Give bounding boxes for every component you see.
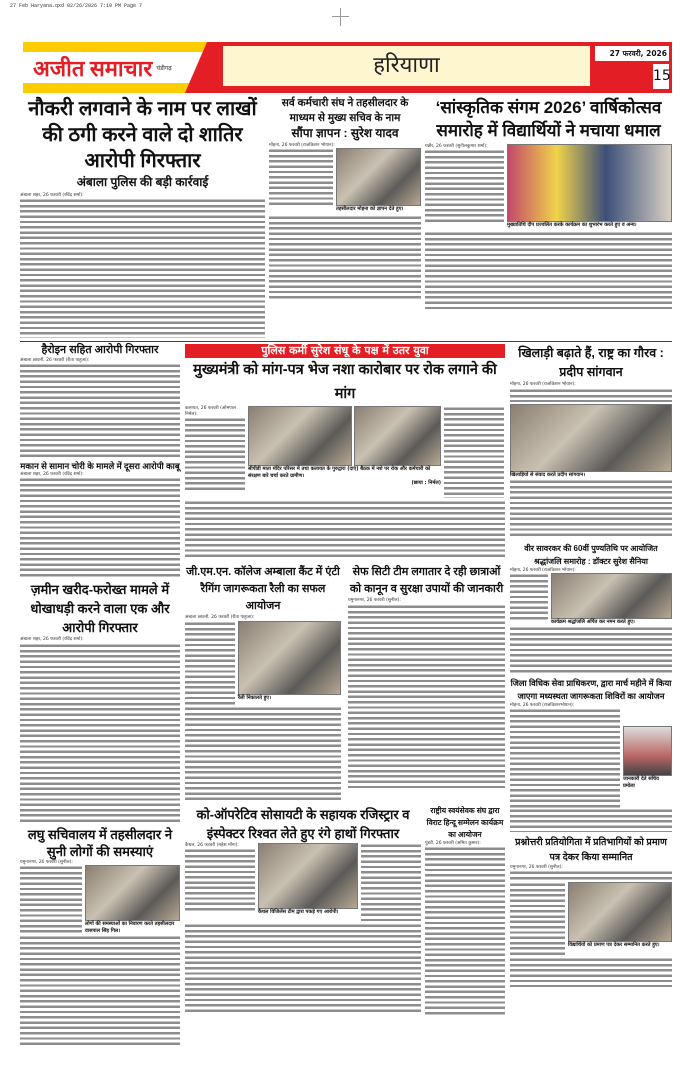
subhead: सौंपा ज्ञापन : सुरेश यादव — [291, 126, 399, 140]
headline: जिला विधिक सेवा प्राधिकरण, द्वारा मार्च महीने में किया जाएगा मध्यस्थता जागरूकता शिविरों का आयोजन — [510, 677, 672, 701]
body-text — [185, 706, 341, 801]
photo-caption: सीपीडी माता मंदिर परिसर में तथा कलायत के गुरुद्वारा (दाएं) बैठक में नशे पर रोक और कर्मचारी को संरक्षण बारे चर्चा करते ग्रामीण। — [248, 466, 431, 480]
news-photo — [623, 726, 672, 776]
body-text — [510, 708, 620, 808]
dateline: मोहना, 26 फरवरी (राजकिशनभोयान): — [510, 702, 575, 708]
article-anti-ragging — [185, 564, 341, 800]
article-players-pride — [510, 344, 672, 538]
page-body — [20, 96, 672, 1045]
photo-caption: खिलाड़ियों से संवाद करते प्रदीप सांगवान। — [510, 471, 586, 478]
article-employee-union — [269, 96, 421, 300]
body-text — [444, 406, 504, 498]
page-number: 15 — [653, 64, 669, 89]
article-annual-function — [425, 96, 672, 311]
headline: ‘सांस्कृतिक संगम 2026’ वार्षिकोत्सव समारोह में विद्यार्थियों ने मचाया धमाल — [435, 98, 662, 140]
body-text — [510, 882, 565, 957]
article-heroin-arrest — [20, 344, 180, 458]
body-text — [348, 604, 505, 789]
section-title: हरियाणा — [223, 46, 590, 86]
dateline: अंबाला छावनी, 26 फरवरी (रीता पाहुजा): — [20, 358, 90, 364]
center-bottom-row — [185, 805, 505, 1016]
headline: खिलाड़ी बढ़ाते हैं, राष्ट्र का गौरव : प्रदीप सांगवान — [518, 346, 664, 380]
body-text — [510, 626, 672, 674]
logo: अजीत समाचार — [33, 55, 153, 81]
headline: वीर सावरकर की 60वीं पुण्यतिथि पर आयोजित श्रद्धांजलि समारोह : डॉक्टर सुरेश सैनिया — [524, 543, 658, 566]
body-text — [185, 923, 421, 1013]
news-photo — [85, 865, 180, 921]
article-quiz-certificates — [510, 835, 672, 987]
headline: मकान से सामान चोरी के मामले में दूसरा आरोपी काबू — [20, 461, 180, 472]
body-text — [361, 843, 421, 923]
dateline: कलायत, 26 फरवरी (ओमपाल निर्मल): — [185, 406, 236, 417]
headline: राष्ट्रीय स्वयंसेवक संघ द्वारा विराट हिन्दू सम्मेलन कार्यक्रम का आयोजन — [426, 805, 504, 839]
body-text — [20, 477, 180, 577]
dateline: कैथल, 26 फरवरी (महेश मोंगा): — [185, 842, 239, 848]
body-text — [269, 215, 421, 300]
center-middle-row — [185, 564, 505, 800]
headline: लघु सचिवालय में तहसीलदार ने सुनी लोगों की समस्याएं — [27, 826, 173, 859]
news-photo — [568, 882, 672, 942]
right-column — [510, 344, 672, 987]
article-tehsildar — [20, 826, 180, 1045]
dateline: पुंडरी, 26 फरवरी (अमित कुमार): — [425, 840, 481, 846]
dateline: यमुनानगर, 26 फरवरी (सुनील): — [348, 598, 401, 604]
body-text — [20, 198, 265, 338]
body-text — [425, 231, 672, 311]
body-text — [510, 808, 672, 832]
article-fraud-arrest — [20, 96, 265, 338]
dateline: अंबाला छावनी, 26 फरवरी (रीता पाहुजा): — [185, 615, 255, 621]
dateline: यमुनानगर, 26 फरवरी (सुनील): — [510, 865, 563, 871]
masthead — [23, 42, 672, 93]
body-text — [425, 149, 504, 224]
body-text — [20, 935, 180, 1045]
headline: नौकरी लगवाने के नाम पर लाखों की ठगी करने वाले दो शातिर आरोपी गिरफ्तार — [28, 98, 257, 172]
news-photo — [507, 144, 672, 222]
top-row — [20, 96, 672, 338]
body-text — [510, 957, 672, 987]
article-theft — [20, 461, 180, 577]
article-rss-sammelan — [425, 805, 505, 1016]
photo-caption: तहसीलदार मोहना को ज्ञापन देते हुए। — [336, 206, 404, 213]
photo-caption: कार्यक्रम श्रद्धांजलि अर्पित कर नमन करते हुए। — [551, 618, 635, 625]
photo-caption: जानकारी देते सचिव प्रमोला — [623, 776, 659, 790]
news-photo — [238, 621, 341, 695]
logo-group — [33, 50, 193, 85]
article-drug-demand — [185, 344, 505, 560]
body-text — [20, 865, 82, 935]
body-text — [185, 417, 245, 492]
article-safe-city — [348, 564, 505, 800]
article-bribery-arrest — [185, 805, 421, 1016]
body-text — [20, 643, 180, 823]
news-photo — [510, 404, 672, 472]
body-text — [269, 148, 333, 208]
dateline: अंबाला शहर, 26 फरवरी (रविंद्र शर्मा): — [20, 637, 84, 643]
left-column — [20, 344, 180, 1045]
photo-credit: (छाया : निर्मल) — [411, 480, 441, 487]
dateline: अंबाला शहर, 26 फरवरी (रविंद्र शर्मा): — [20, 471, 84, 477]
body-text — [185, 500, 505, 560]
photo-caption: लोगों की समस्याओं का निवारण करते तहसीलदार वासपाल सिंह गिल। — [85, 920, 175, 934]
body-text — [510, 870, 672, 882]
headline: जी.एम.एन. कॉलेज अम्बाला कैंट में एंटी रैगिंग जागरूकता रैली का सफल आयोजन — [186, 566, 340, 613]
article-land-fraud — [20, 580, 180, 822]
dateline: अंबाला शहर, 26 फरवरी (रविंद्र शर्मा): — [20, 193, 84, 198]
body-text — [185, 848, 255, 913]
news-photo — [248, 406, 352, 466]
dateline: मोहना, 26 फरवरी (राजकिशन भोयान): — [510, 567, 576, 573]
article-legal-services — [510, 677, 672, 832]
photo-caption: मुख्यातिथि दीप प्रज्वलित करके कार्यक्रम का शुभारंभ करते हुए व अन्य। — [507, 222, 637, 228]
body-text — [20, 363, 180, 458]
news-photo — [258, 843, 358, 909]
headline: ज़मीन खरीद-फरोख्त मामले में धोखाधड़ी करने वाला एक और आरोपी गिरफ्तार — [30, 582, 170, 636]
photo-caption: कैथल विजिलेंस टीम द्वारा पकड़े गए आरोपी। — [258, 908, 339, 915]
body-text — [510, 388, 672, 402]
headline: प्रश्नोत्तरी प्रतियोगिता में प्रतिभागियों को प्रमाण पत्र देकर किया सम्मानित — [515, 837, 667, 864]
news-photo — [336, 148, 421, 206]
crop-mark — [340, 8, 341, 26]
dateline: मोहना, 26 फरवरी (राजकिशन भोयान): — [269, 143, 335, 148]
headline: को-ऑपरेटिव सोसायटी के सहायक रजिस्ट्रार व इंस्पेक्टर रिश्वत लेते हुए रंगे हाथों गिरफ्तार — [196, 806, 410, 841]
dateline: मोहना, 26 फरवरी (राजकिशन भोयान): — [510, 382, 576, 388]
article-savarkar-tribute — [510, 542, 672, 674]
subhead: अंबाला पुलिस की बड़ी कार्रवाई — [76, 175, 209, 189]
bottom-row — [20, 344, 672, 1045]
issue-date: 27 फरवरी, 2026 — [595, 46, 669, 61]
news-photo — [354, 406, 441, 466]
headline: सर्व कर्मचारी संघ ने तहसीलदार के माध्यम से मुख्य सचिव के नाम — [281, 97, 409, 124]
center-column — [185, 344, 505, 1016]
kicker-banner: पुलिस कर्मी सुरेश संधू के पक्ष में उतर युवा — [185, 344, 505, 358]
headline: सेफ सिटी टीम लगातार दे रही छात्राओं को कानून व सुरक्षा उपायों की जानकारी — [349, 566, 504, 596]
news-photo — [551, 573, 672, 619]
body-text — [510, 573, 548, 621]
body-text — [425, 846, 505, 1016]
file-slug: 27 Feb Haryana.qxd 02/26/2026 7:19 PM Page 7 — [10, 3, 143, 9]
dateline: गन्नौर, 26 फरवरी (सुनीलकुमार शर्मा): — [425, 144, 488, 149]
divider — [20, 341, 672, 342]
edition-city: चंडीगढ़ — [156, 64, 172, 72]
headline: मुख्यमंत्री को मांग-पत्र भेज नशा कारोबार पर रोक लगाने की मांग — [193, 362, 497, 403]
photo-caption: रैली निकालते हुए। — [238, 694, 271, 701]
dateline: यमुनानगर, 26 फरवरी (सुनील): — [20, 859, 73, 865]
crop-mark — [332, 16, 349, 17]
photo-caption: विद्यार्थियों को प्रमाण पत्र देकर सम्मानित करते हुए। — [568, 942, 660, 949]
headline: हैरोइन सहित आरोपी गिरफ्तार — [41, 344, 159, 357]
body-text — [510, 479, 672, 539]
body-text — [185, 621, 235, 706]
